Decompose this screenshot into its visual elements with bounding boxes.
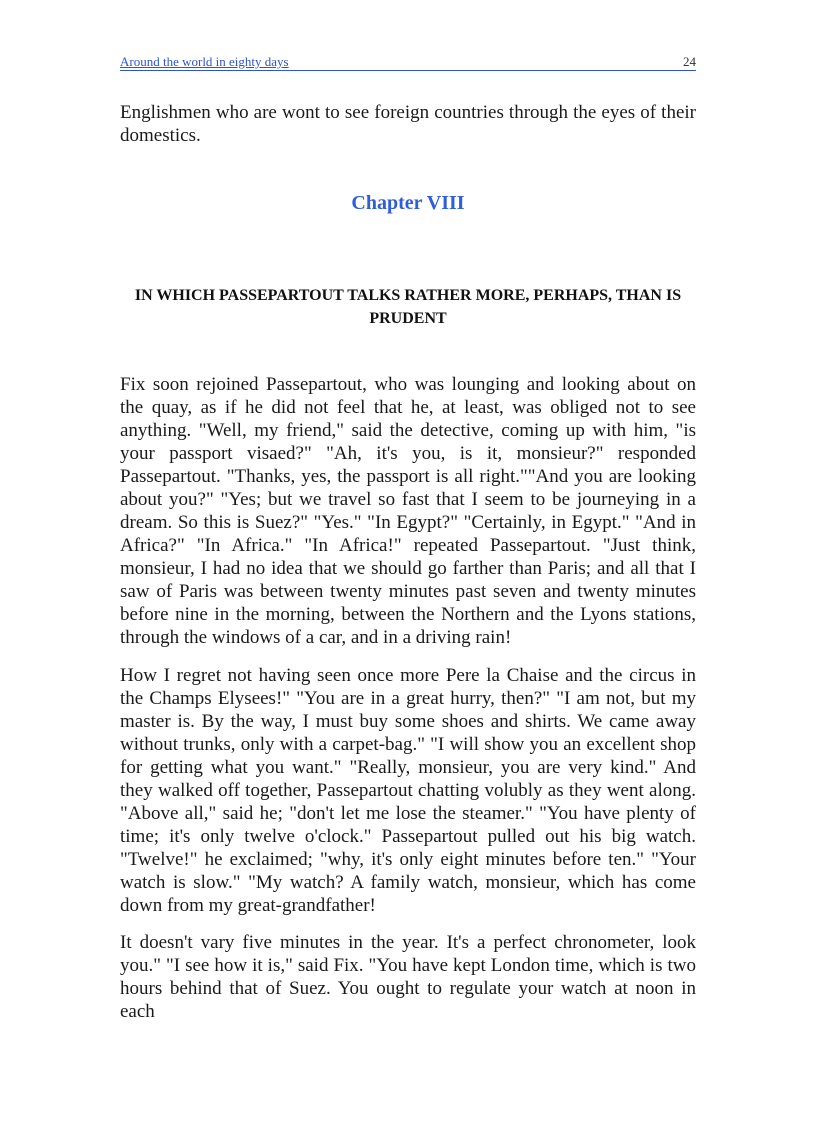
book-title-link[interactable]: Around the world in eighty days	[120, 54, 289, 69]
body-paragraph: It doesn't vary five minutes in the year. It's a perfect chronometer, look you." "I see how it is," said Fix. "You have kept London time, which is two hours behind that of Suez. You ought to regulate your watch at noon in each	[120, 932, 696, 1022]
chapter-subtitle: IN WHICH PASSEPARTOUT TALKS RATHER MORE, PERHAPS, THAN IS PRUDENT	[134, 287, 682, 327]
running-header	[120, 54, 696, 71]
intro-paragraph: Englishmen who are wont to see foreign countries through the eyes of their domestics.	[120, 102, 696, 146]
page-number: 24	[683, 54, 696, 69]
chapter-title: Chapter VIII	[351, 192, 465, 214]
body-paragraph: How I regret not having seen once more Pere la Chaise and the circus in the Champs Elysees!" "You are in a great hurry, then?" "I am not, but my master is. By the way, I must buy some shoes and shirts. We came away without trunks, only with a carpet-bag." "I will show you an excellent shop for getting what you want." "Really, monsieur, you are very kind." And they walked off together, Passepartout chatting volubly as they went along. "Above all," said he; "don't let me lose the steamer." "You have plenty of time; it's only twelve o'clock." Passepartout pulled out his big watch. "Twelve!" he exclaimed; "why, it's only eight minutes before ten." "Your watch is slow." "My watch? A family watch, monsieur, which has come down from my great-grandfather!	[120, 665, 696, 916]
body-paragraph: Fix soon rejoined Passepartout, who was lounging and looking about on the quay, as if he did not feel that he, at least, was obliged not to see anything. "Well, my friend," said the detective, coming up with him, "is your passport visaed?" "Ah, it's you, is it, monsieur?" responded Passepartout. "Thanks, yes, the passport is all right.""And you are looking about you?" "Yes; but we travel so fast that I seem to be journeying in a dream. So this is Suez?" "Yes." "In Egypt?" "Certainly, in Egypt." "And in Africa?" "In Africa." "In Africa!" repeated Passepartout. "Just think, monsieur, I had no idea that we should go farther than Paris; and all that I saw of Paris was between twenty minutes past seven and twenty minutes before nine in the morning, between the Northern and the Lyons stations, through the windows of a car, and in a driving rain!	[120, 374, 696, 648]
